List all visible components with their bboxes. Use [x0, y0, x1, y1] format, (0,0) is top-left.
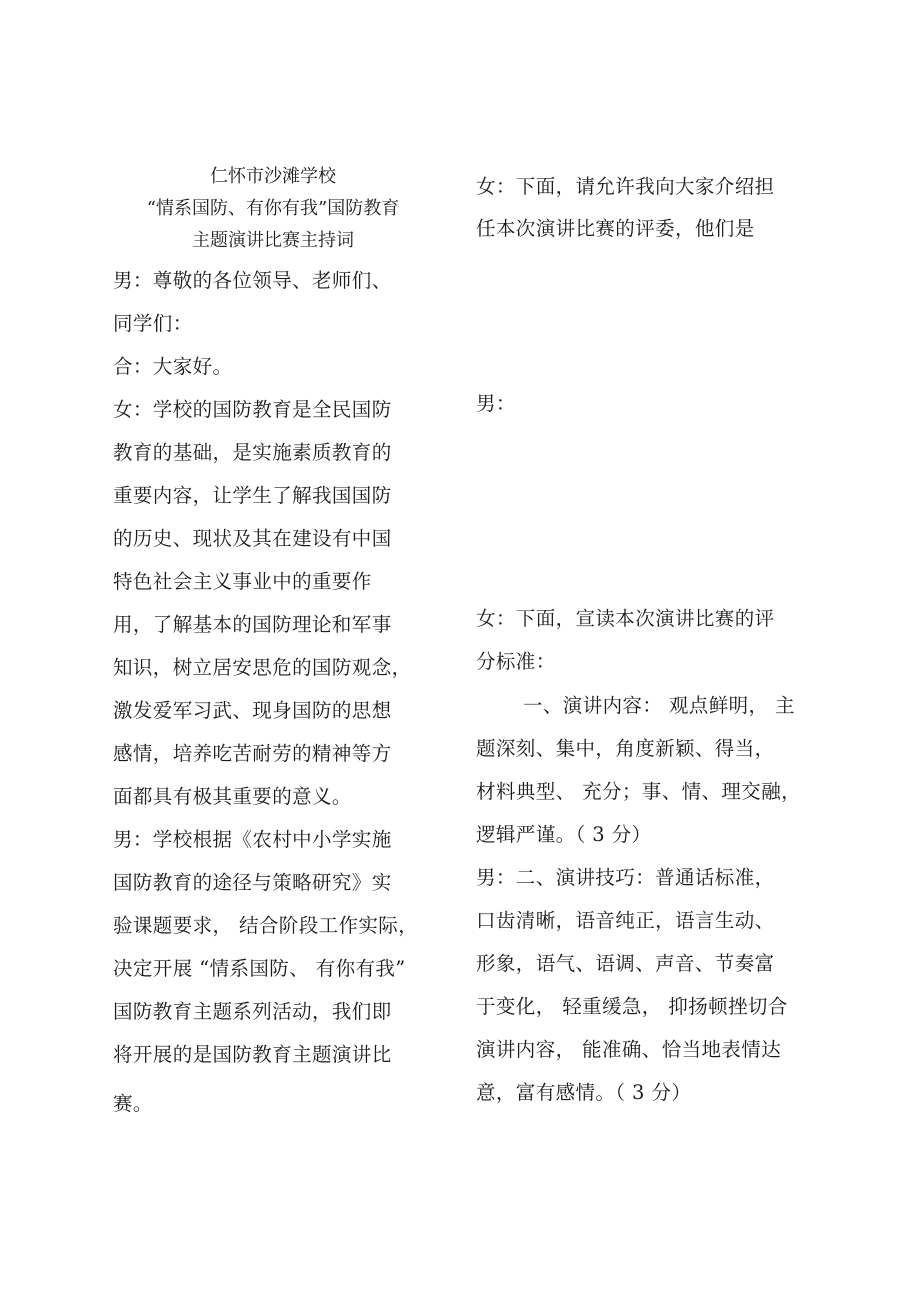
paragraph-line: 男：: [476, 392, 516, 415]
paragraph-line: 任本次演讲比赛的评委，他们是: [476, 217, 755, 240]
paragraph-line: 验课题要求， 结合阶段工作实际，: [113, 914, 419, 937]
paragraph-line: 激发爱军习武、现身国防的思想: [113, 699, 392, 722]
paragraph-line: 教育的基础，是实施素质教育的: [113, 441, 392, 464]
paragraph-line: 知识，树立居安思危的国防观念，: [113, 656, 412, 679]
paragraph-line: 分标准：: [476, 650, 556, 673]
paragraph-line: 面都具有极其重要的意义。: [113, 785, 352, 808]
paragraph-line: 形象，语气、语调、声音、节奏富: [476, 952, 775, 975]
event-title: “情系国防、有你有我”国防教育: [146, 198, 400, 219]
paragraph-line: 一、演讲内容： 观点鲜明， 主: [523, 694, 795, 717]
paragraph-line: 合：大家好。: [113, 355, 233, 378]
paragraph-line: 重要内容，让学生了解我国国防: [113, 484, 392, 507]
paragraph-line: 女：下面，宣读本次演讲比赛的评: [476, 607, 775, 630]
paragraph-line: 的历史、现状及其在建设有中国: [113, 527, 392, 550]
paragraph-line: 用，了解基本的国防理论和军事: [113, 613, 392, 636]
paragraph-line: 国防教育主题系列活动，我们即: [113, 1000, 392, 1023]
school-name: 仁怀市沙滩学校: [210, 166, 336, 187]
paragraph-line: 同学们：: [113, 312, 193, 335]
paragraph-line: 感情，培养吃苦耐劳的精神等方: [113, 742, 392, 765]
paragraph-line: 特色社会主义事业中的重要作: [113, 570, 372, 593]
paragraph-line: 演讲内容， 能准确、恰当地表情达: [476, 1038, 782, 1061]
paragraph-line: 口齿清晰，语音纯正，语言生动、: [476, 909, 775, 932]
script-title: 主题演讲比赛主持词: [192, 230, 354, 251]
paragraph-line: 题深刻、集中，角度新颖、得当，: [476, 737, 775, 760]
paragraph-line: 决定开展 “情系国防、 有你有我”: [113, 957, 406, 980]
paragraph-line: 将开展的是国防教育主题演讲比: [113, 1043, 392, 1066]
paragraph-line: 意，富有感情。（ 3 分）: [476, 1081, 692, 1104]
paragraph-line: 赛。: [113, 1092, 153, 1115]
paragraph-line: 女：下面，请允许我向大家介绍担: [476, 175, 775, 198]
paragraph-line: 于变化， 轻重缓急， 抑扬顿挫切合: [476, 995, 788, 1018]
paragraph-line: 国防教育的途径与策略研究》实: [113, 871, 392, 894]
paragraph-line: 男：二、演讲技巧：普通话标准，: [476, 866, 775, 889]
paragraph-line: 材料典型、 充分；事、情、理交融，: [476, 780, 801, 803]
paragraph-line: 男：尊敬的各位领导、老师们、: [113, 269, 392, 292]
paragraph-line: 女：学校的国防教育是全民国防: [113, 398, 392, 421]
paragraph-line: 男：学校根据《农村中小学实施: [113, 828, 392, 851]
paragraph-line: 逻辑严谨。（ 3 分）: [476, 823, 652, 846]
